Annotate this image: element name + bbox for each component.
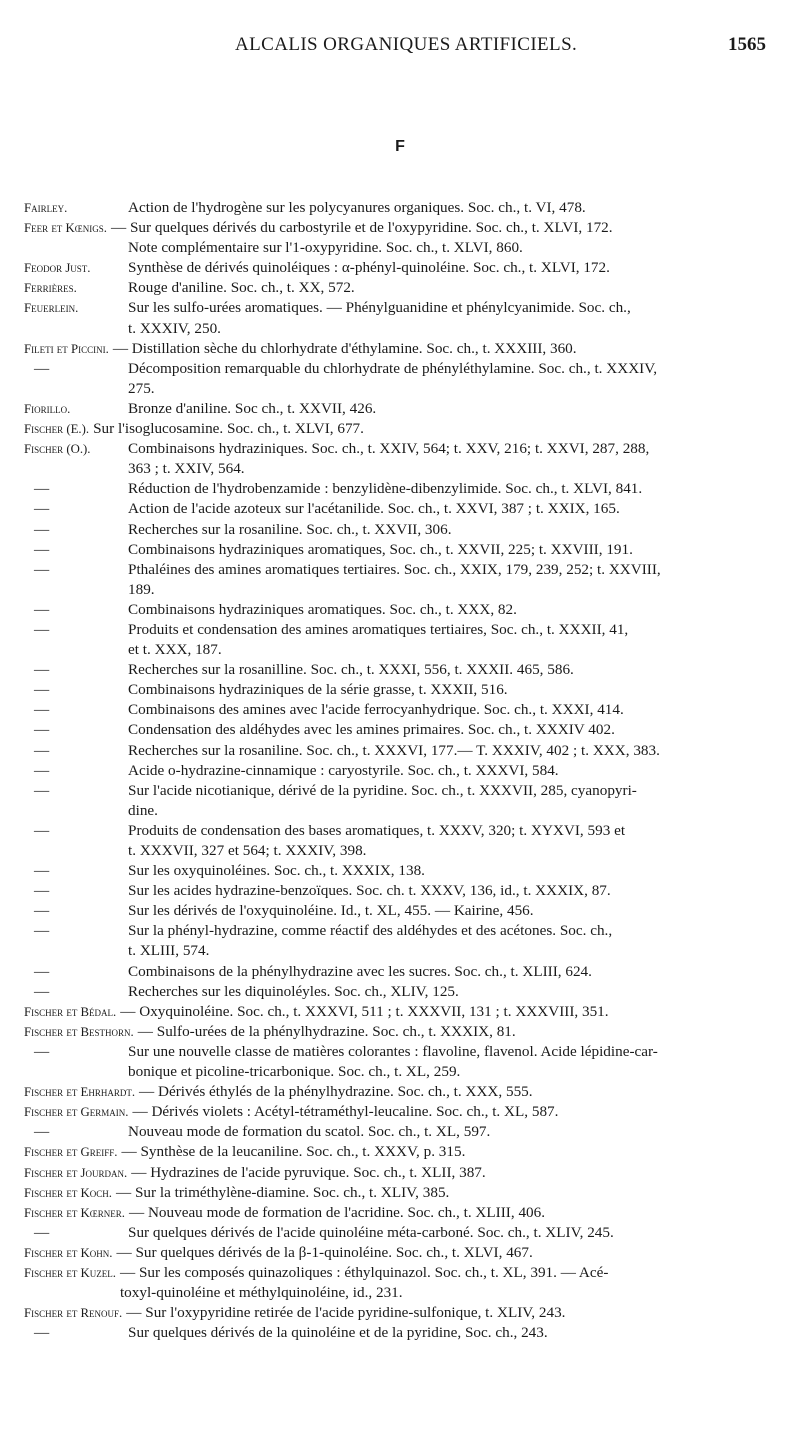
entry-reference (128, 821, 774, 861)
repeat-author-dash: — (34, 1223, 50, 1241)
bibliography-entry (24, 982, 774, 1002)
reference-line: — Sur la triméthylène-diamine. Soc. ch., t. XLIV, 385. (115, 1183, 450, 1201)
bibliography-entry (24, 1323, 774, 1343)
repeat-author-dash: — (34, 761, 50, 779)
entry-reference (128, 479, 774, 499)
entry-reference (116, 1183, 774, 1203)
reference-line: — Synthèse de la leucaniline. Soc. ch., t. XXXV, p. 315. (121, 1143, 466, 1161)
entry-reference (128, 600, 774, 620)
bibliography-entry (24, 1122, 774, 1142)
bibliography-entry (24, 600, 774, 620)
reference-line: t. XXXIV, 250. (128, 319, 221, 337)
reference-line: 363 ; t. XXIV, 564. (128, 460, 245, 478)
entry-reference (128, 359, 774, 399)
repeat-author-dash: — (34, 1042, 50, 1060)
entry-author: Ferrières. (24, 281, 77, 296)
repeat-author-dash: — (34, 821, 50, 839)
entry-reference (93, 419, 774, 439)
repeat-author-dash: — (34, 701, 50, 719)
entry-author: Fairley. (24, 201, 68, 215)
entry-reference (128, 298, 774, 338)
repeat-author-dash: — (34, 500, 50, 518)
reference-line: Combinaisons hydraziniques aromatiques. Soc. ch., t. XXX, 82. (128, 600, 517, 618)
entry-reference (128, 520, 774, 540)
reference-line: Action de l'acide azoteux sur l'acétanilide. Soc. ch., t. XXVI, 387 ; t. XXIX, 165. (128, 500, 620, 518)
reference-line: — Sur l'oxypyridine retirée de l'acide pyridine-sulfonique, t. XLIV, 243. (126, 1304, 566, 1322)
entry-reference (139, 1082, 774, 1102)
bibliography-entry (24, 720, 774, 740)
repeat-author-dash: — (34, 681, 50, 699)
reference-line: — Sulfo-urées de la phénylhydrazine. Soc. ch., t. XXXIX, 81. (137, 1022, 516, 1040)
bibliography-entry (24, 238, 774, 258)
entry-reference (128, 399, 774, 419)
reference-line: Recherches sur la rosanilline. Soc. ch., t. XXXI, 556, t. XXXII. 465, 586. (128, 661, 574, 679)
reference-line: — Dérivés violets : Acétyl-tétraméthyl-leucaline. Soc. ch., t. XL, 587. (132, 1103, 559, 1121)
reference-line: Action de l'hydrogène sur les polycyanures organiques. Soc. ch., t. VI, 478. (128, 199, 586, 216)
bibliography-entry (24, 881, 774, 901)
bibliography-entry (24, 1223, 774, 1243)
bibliography-entry (24, 861, 774, 881)
repeat-author-dash: — (34, 600, 50, 618)
reference-line: Sur les acides hydrazine-benzoïques. Soc. ch. t. XXXV, 136, id., t. XXXIX, 87. (128, 882, 611, 900)
bibliography-entry (24, 278, 774, 298)
entry-author: Feuerlein. (24, 301, 79, 316)
entry-author: Fischer et Kœrner. (24, 1205, 125, 1220)
repeat-author-dash: — (34, 721, 50, 739)
entry-reference (131, 1163, 774, 1183)
reference-line: Sur une nouvelle classe de matières colorantes : flavoline, flavenol. Acide lépidine-car- (128, 1042, 658, 1060)
repeat-author-dash: — (34, 902, 50, 920)
reference-line: Sur les dérivés de l'oxyquinoléine. Id., t. XL, 455. — Kairine, 456. (128, 902, 534, 920)
entry-author: Fischer et Kohn. (24, 1245, 113, 1260)
entry-author: Fischer et Ehrhardt. (24, 1085, 136, 1100)
reference-line: toxyl-quinoléine et méthylquinoléine, id., 231. (119, 1284, 403, 1302)
reference-line: Réduction de l'hydrobenzamide : benzylidène-dibenzylimide. Soc. ch., t. XLVI, 841. (128, 480, 643, 498)
entry-reference (111, 218, 774, 238)
bibliography-entry (24, 700, 774, 720)
reference-line: t. XXXVII, 327 et 564; t. XXXIV, 398. (128, 842, 367, 859)
bibliography-entry (24, 479, 774, 499)
entry-reference (120, 1263, 774, 1303)
reference-line: Décomposition remarquable du chlorhydrate de phényléthylamine. Soc. ch., t. XXXIV, (128, 359, 658, 377)
reference-line: Sur les sulfo-urées aromatiques. — Phénylguanidine et phénylcyanimide. Soc. ch., (128, 299, 631, 317)
reference-line: Sur la phényl-hydrazine, comme réactif des aldéhydes et des acétones. Soc. ch., (128, 922, 613, 940)
reference-line: — Dérivés éthylés de la phénylhydrazine. Soc. ch., t. XXX, 555. (139, 1083, 533, 1101)
repeat-author-dash: — (34, 862, 50, 880)
bibliography-entry (24, 499, 774, 519)
entry-reference (128, 761, 774, 781)
reference-line: — Distillation sèche du chlorhydrate d'éthylamine. Soc. ch., t. XXXIII, 360. (112, 339, 577, 357)
bibliography-entry (24, 419, 774, 439)
entry-reference (128, 781, 774, 821)
bibliography-entry (24, 359, 774, 399)
bibliography-entry (24, 1022, 774, 1042)
reference-line: Recherches sur les diquinoléyles. Soc. ch., XLIV, 125. (128, 982, 459, 1000)
reference-line: Sur quelques dérivés de la quinoléine et de la pyridine, Soc. ch., 243. (128, 1324, 548, 1342)
reference-line: Bronze d'aniline. Soc ch., t. XXVII, 426. (128, 399, 377, 417)
repeat-author-dash: — (34, 922, 50, 940)
bibliography-entry (24, 258, 774, 278)
running-title: ALCALIS ORGANIQUES ARTIFICIELS. (235, 34, 578, 55)
bibliography-entry (24, 761, 774, 781)
entry-author: Fiorillo. (24, 401, 71, 416)
page-number: 1565 (728, 34, 766, 55)
repeat-author-dash: — (34, 540, 50, 558)
entry-reference (132, 1102, 774, 1122)
repeat-author-dash: — (34, 520, 50, 538)
reference-line: Combinaisons des amines avec l'acide ferrocyanhydrique. Soc. ch., t. XXXI, 414. (128, 701, 624, 719)
bibliography-entry (24, 339, 774, 359)
reference-line: bonique et picoline-tricarbonique. Soc. ch., t. XL, 259. (128, 1063, 461, 1081)
bibliography-entry (24, 560, 774, 600)
bibliography-entry (24, 218, 774, 238)
entry-author: Feodor Just. (24, 261, 91, 276)
reference-line: Rouge d'aniline. Soc. ch., t. XX, 572. (128, 279, 355, 297)
entry-reference (128, 680, 774, 700)
entry-reference (113, 339, 774, 359)
reference-line: et t. XXX, 187. (128, 641, 222, 659)
bibliography-entry (24, 781, 774, 821)
entry-author: Fischer et Besthorn. (24, 1024, 134, 1039)
bibliography-entry (24, 198, 774, 218)
reference-line: Pthaléines des amines aromatiques tertiaires. Soc. ch., XXIX, 179, 239, 252; t. XXVIII, (128, 560, 661, 578)
entry-author: Fileti et Piccini. (24, 341, 109, 356)
entry-author: Fischer (E.). (24, 422, 90, 437)
reference-line: Combinaisons hydraziniques aromatiques, Soc. ch., t. XXVII, 225; t. XXVIII, 191. (128, 540, 633, 558)
entry-reference (128, 1042, 774, 1082)
entry-author: Feer et Kœnigs. (24, 221, 107, 236)
bibliography-entry (24, 1042, 774, 1082)
reference-line: Combinaisons de la phénylhydrazine avec les sucres. Soc. ch., t. XLIII, 624. (128, 962, 592, 980)
bibliography-entry (24, 901, 774, 921)
entry-reference (121, 1142, 774, 1162)
reference-line: Recherches sur la rosaniline. Soc. ch., t. XXVII, 306. (128, 520, 452, 538)
entry-author: Fischer et Koch. (24, 1185, 112, 1200)
reference-line: — Sur les composés quinazoliques : éthylquinazol. Soc. ch., t. XL, 391. — Acé- (119, 1263, 609, 1281)
repeat-author-dash: — (34, 1123, 50, 1141)
repeat-author-dash: — (34, 962, 50, 980)
bibliography-entry (24, 680, 774, 700)
bibliography-entry (24, 1142, 774, 1162)
entry-author: Fischer et Jourdan. (24, 1165, 128, 1180)
repeat-author-dash: — (34, 359, 50, 377)
repeat-author-dash: — (34, 781, 50, 799)
bibliography-entry (24, 620, 774, 660)
reference-line: Sur quelques dérivés de l'acide quinoléine méta-carboné. Soc. ch., t. XLIV, 245. (128, 1223, 614, 1241)
reference-line: Sur l'isoglucosamine. Soc. ch., t. XLVI, 677. (93, 420, 364, 438)
reference-line: t. XLIII, 574. (128, 942, 210, 960)
entry-reference (128, 700, 774, 720)
reference-line: — Sur quelques dérivés de la β-1-quinoléine. Soc. ch., t. XLVI, 467. (116, 1243, 533, 1261)
bibliography-entry (24, 660, 774, 680)
entry-reference (128, 881, 774, 901)
reference-line: Acide o-hydrazine-cinnamique : caryostyrile. Soc. ch., t. XXXVI, 584. (128, 761, 559, 779)
entry-author: Fischer et Kuzel. (24, 1265, 116, 1280)
entry-reference (128, 921, 774, 961)
bibliography-entry (24, 1102, 774, 1122)
bibliography-entry (24, 1243, 774, 1263)
entry-reference (128, 1122, 774, 1142)
entry-reference (128, 540, 774, 560)
reference-line: Sur l'acide nicotianique, dérivé de la pyridine. Soc. ch., t. XXXVII, 285, cyanopyri- (128, 781, 637, 799)
entry-reference (128, 499, 774, 519)
reference-line: Nouveau mode de formation du scatol. Soc. ch., t. XL, 597. (128, 1123, 491, 1141)
entry-reference (128, 278, 774, 298)
entry-reference (128, 720, 774, 740)
entry-author: Fischer (O.). (24, 442, 91, 457)
bibliography-entry (24, 1203, 774, 1223)
entry-reference (128, 962, 774, 982)
repeat-author-dash: — (34, 480, 50, 498)
reference-line: Sur les oxyquinoléines. Soc. ch., t. XXXIX, 138. (128, 862, 425, 880)
entry-reference (138, 1022, 774, 1042)
bibliography-entry (24, 962, 774, 982)
entry-reference (116, 1243, 774, 1263)
entry-author: Fischer et Bédal. (24, 1004, 117, 1019)
bibliography-entry (24, 921, 774, 961)
bibliography-entry (24, 520, 774, 540)
entry-reference (128, 238, 774, 258)
repeat-author-dash: — (34, 882, 50, 900)
reference-line: Condensation des aldéhydes avec les amines primaires. Soc. ch., t. XXXIV 402. (128, 721, 615, 739)
bibliography-entry (24, 1163, 774, 1183)
entry-reference (128, 620, 774, 660)
entry-reference (128, 982, 774, 1002)
entry-reference (128, 198, 774, 218)
entry-reference (128, 901, 774, 921)
reference-line: — Sur quelques dérivés du carbostyrile et de l'oxypyridine. Soc. ch., t. XLVI, 172. (110, 219, 613, 237)
bibliography-entry (24, 1183, 774, 1203)
entry-reference (128, 1323, 774, 1343)
repeat-author-dash: — (34, 620, 50, 638)
reference-line: 275. (128, 379, 155, 397)
bibliography-list (24, 198, 774, 1343)
reference-line: Combinaisons hydraziniques de la série grasse, t. XXXII, 516. (128, 681, 508, 699)
entry-author: Fischer et Greiff. (24, 1145, 118, 1160)
bibliography-entry (24, 1303, 774, 1323)
reference-line: — Hydrazines de l'acide pyruvique. Soc. ch., t. XLII, 387. (131, 1163, 486, 1181)
bibliography-entry (24, 821, 774, 861)
reference-line: dine. (128, 801, 158, 819)
entry-author: Fischer et Renouf. (24, 1306, 123, 1321)
entry-reference (128, 439, 774, 479)
bibliography-entry (24, 540, 774, 560)
section-letter: F (395, 138, 405, 155)
reference-line: Combinaisons hydraziniques. Soc. ch., t. XXIV, 564; t. XXV, 216; t. XXVI, 287, 288, (128, 440, 650, 458)
entry-author: Fischer et Germain. (24, 1105, 129, 1120)
entry-reference (128, 560, 774, 600)
bibliography-entry (24, 1263, 774, 1303)
reference-line: Produits et condensation des amines aromatiques tertiaires, Soc. ch., t. XXXII, 41, (128, 620, 629, 638)
entry-reference (128, 1223, 774, 1243)
entry-reference (128, 660, 774, 680)
reference-line: Synthèse de dérivés quinoléiques : α-phényl-quinoléine. Soc. ch., t. XLVI, 172. (128, 259, 610, 277)
bibliography-entry (24, 439, 774, 479)
entry-reference (128, 741, 774, 761)
reference-line: Produits de condensation des bases aromatiques, t. XXXV, 320; t. XYXVI, 593 et (128, 821, 626, 839)
bibliography-entry (24, 399, 774, 419)
repeat-author-dash: — (34, 661, 50, 679)
bibliography-entry (24, 1002, 774, 1022)
repeat-author-dash: — (34, 560, 50, 578)
reference-line: — Nouveau mode de formation de l'acridine. Soc. ch., t. XLIII, 406. (128, 1203, 546, 1221)
reference-line: 189. (128, 580, 155, 598)
entry-reference (128, 258, 774, 278)
repeat-author-dash: — (34, 982, 50, 1000)
repeat-author-dash: — (34, 1324, 50, 1342)
entry-reference (120, 1002, 774, 1022)
entry-reference (129, 1203, 774, 1223)
reference-line: Recherches sur la rosaniline. Soc. ch., t. XXXVI, 177.— T. XXXIV, 402 ; t. XXX, 383. (128, 741, 660, 759)
bibliography-entry (24, 298, 774, 338)
entry-reference (126, 1303, 774, 1323)
bibliography-entry (24, 1082, 774, 1102)
page-header (0, 34, 800, 64)
reference-line: Note complémentaire sur l'1-oxypyridine. Soc. ch., t. XLVI, 860. (128, 239, 523, 257)
reference-line: — Oxyquinoléine. Soc. ch., t. XXXVI, 511 ; t. XXXVII, 131 ; t. XXXVIII, 351. (120, 1002, 609, 1020)
entry-author (24, 238, 128, 258)
bibliography-entry (24, 741, 774, 761)
repeat-author-dash: — (34, 741, 50, 759)
entry-reference (128, 861, 774, 881)
